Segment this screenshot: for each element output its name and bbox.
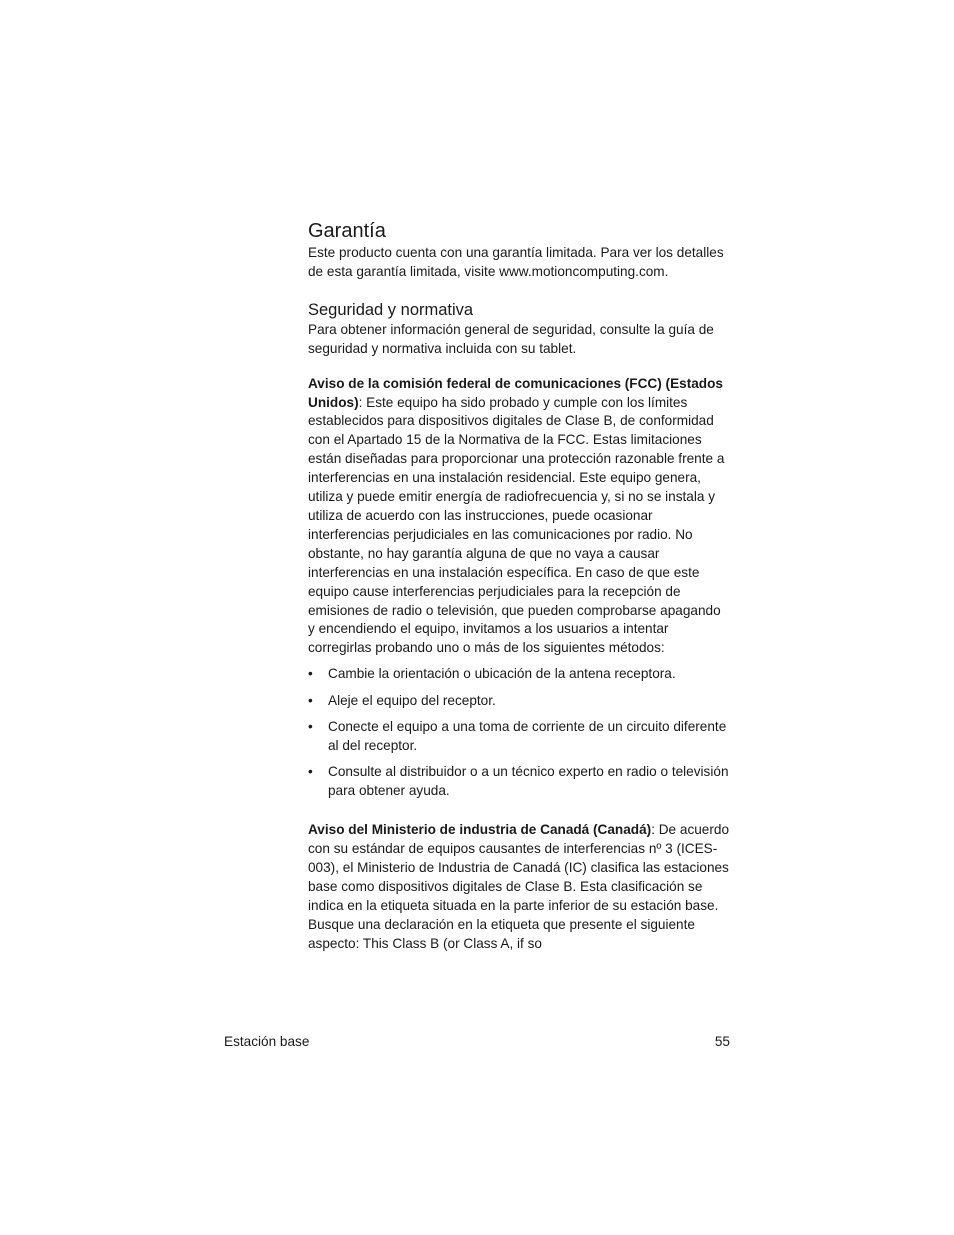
- warranty-paragraph: Este producto cuenta con una garantía limitada. Para ver los detalles de esta garantía limitada, visite www.motioncomputing.com.: [308, 245, 724, 279]
- canada-notice-paragraph: [308, 821, 730, 953]
- fcc-notice-title: Aviso de la comisión federal de comunicaciones (FCC) (Estados Unidos): [308, 375, 723, 410]
- fcc-notice-text: : Este equipo ha sido probado y cumple con los límites establecidos para dispositivos digitales de Clase B, de conformidad con el Apartado 15 de la Normativa de la FCC. Estas limitaciones están diseñadas para proporcionar una protección razonable frente a interferencias en una instalación residencial. Este equipo genera, utiliza y puede emitir energía de radiofrecuencia y, si no se instala y utiliza de acuerdo con las instrucciones, puede ocasionar interferencias perjudiciales en las comunicaciones por radio. No obstante, no hay garantía alguna de que no vaya a causar interferencias en una instalación específica. En caso de que este equipo cause interferencias perjudiciales para la recepción de emisiones de radio o televisión, que pueden comprobarse apagando y encendiendo el equipo, invitamos a los usuarios a intentar corregirlas probando uno o más de los siguientes métodos:: [308, 394, 725, 656]
- bullet-icon: •: [308, 666, 313, 682]
- canada-notice-text: : De acuerdo con su estándar de equipos causantes de interferencias nº 3 (ICES-003), el Ministerio de Industria de Canadá (IC) clasifica las estaciones base como dispositivos digitales de Clase B. Esta clasificación se indica en la etiqueta situada en la parte inferior de su estación base. Busque una declaración en la etiqueta que presente el siguiente aspecto: This Class B (or Class A, if so: [308, 822, 730, 951]
- fcc-methods-list: [308, 665, 730, 801]
- safety-heading: Seguridad y normativa: [308, 300, 474, 319]
- safety-paragraph: Para obtener información general de seguridad, consulte la guía de seguridad y normativa incluida con su tablet.: [308, 321, 714, 356]
- canada-notice-title: Aviso del Ministerio de industria de Canadá (Canadá): [308, 822, 652, 838]
- list-item: • Cambie la orientación o ubicación de la antena receptora.: [308, 665, 730, 684]
- list-item: • Conecte el equipo a una toma de corriente de un circuito diferente al del receptor.: [308, 719, 727, 753]
- bullet-icon: •: [308, 764, 313, 780]
- bullet-icon: •: [308, 719, 313, 735]
- bullet-icon: •: [308, 692, 313, 708]
- list-item: • Aleje el equipo del receptor.: [308, 692, 730, 711]
- page-content: [308, 218, 730, 954]
- fcc-notice-paragraph: [308, 375, 730, 659]
- list-item: • Consulte al distribuidor o a un técnico experto en radio o televisión para obtener ayuda.: [308, 764, 729, 799]
- footer-section-label: Estación base: [224, 1034, 310, 1049]
- page-number: 55: [714, 1034, 730, 1049]
- warranty-heading: Garantía: [308, 220, 386, 242]
